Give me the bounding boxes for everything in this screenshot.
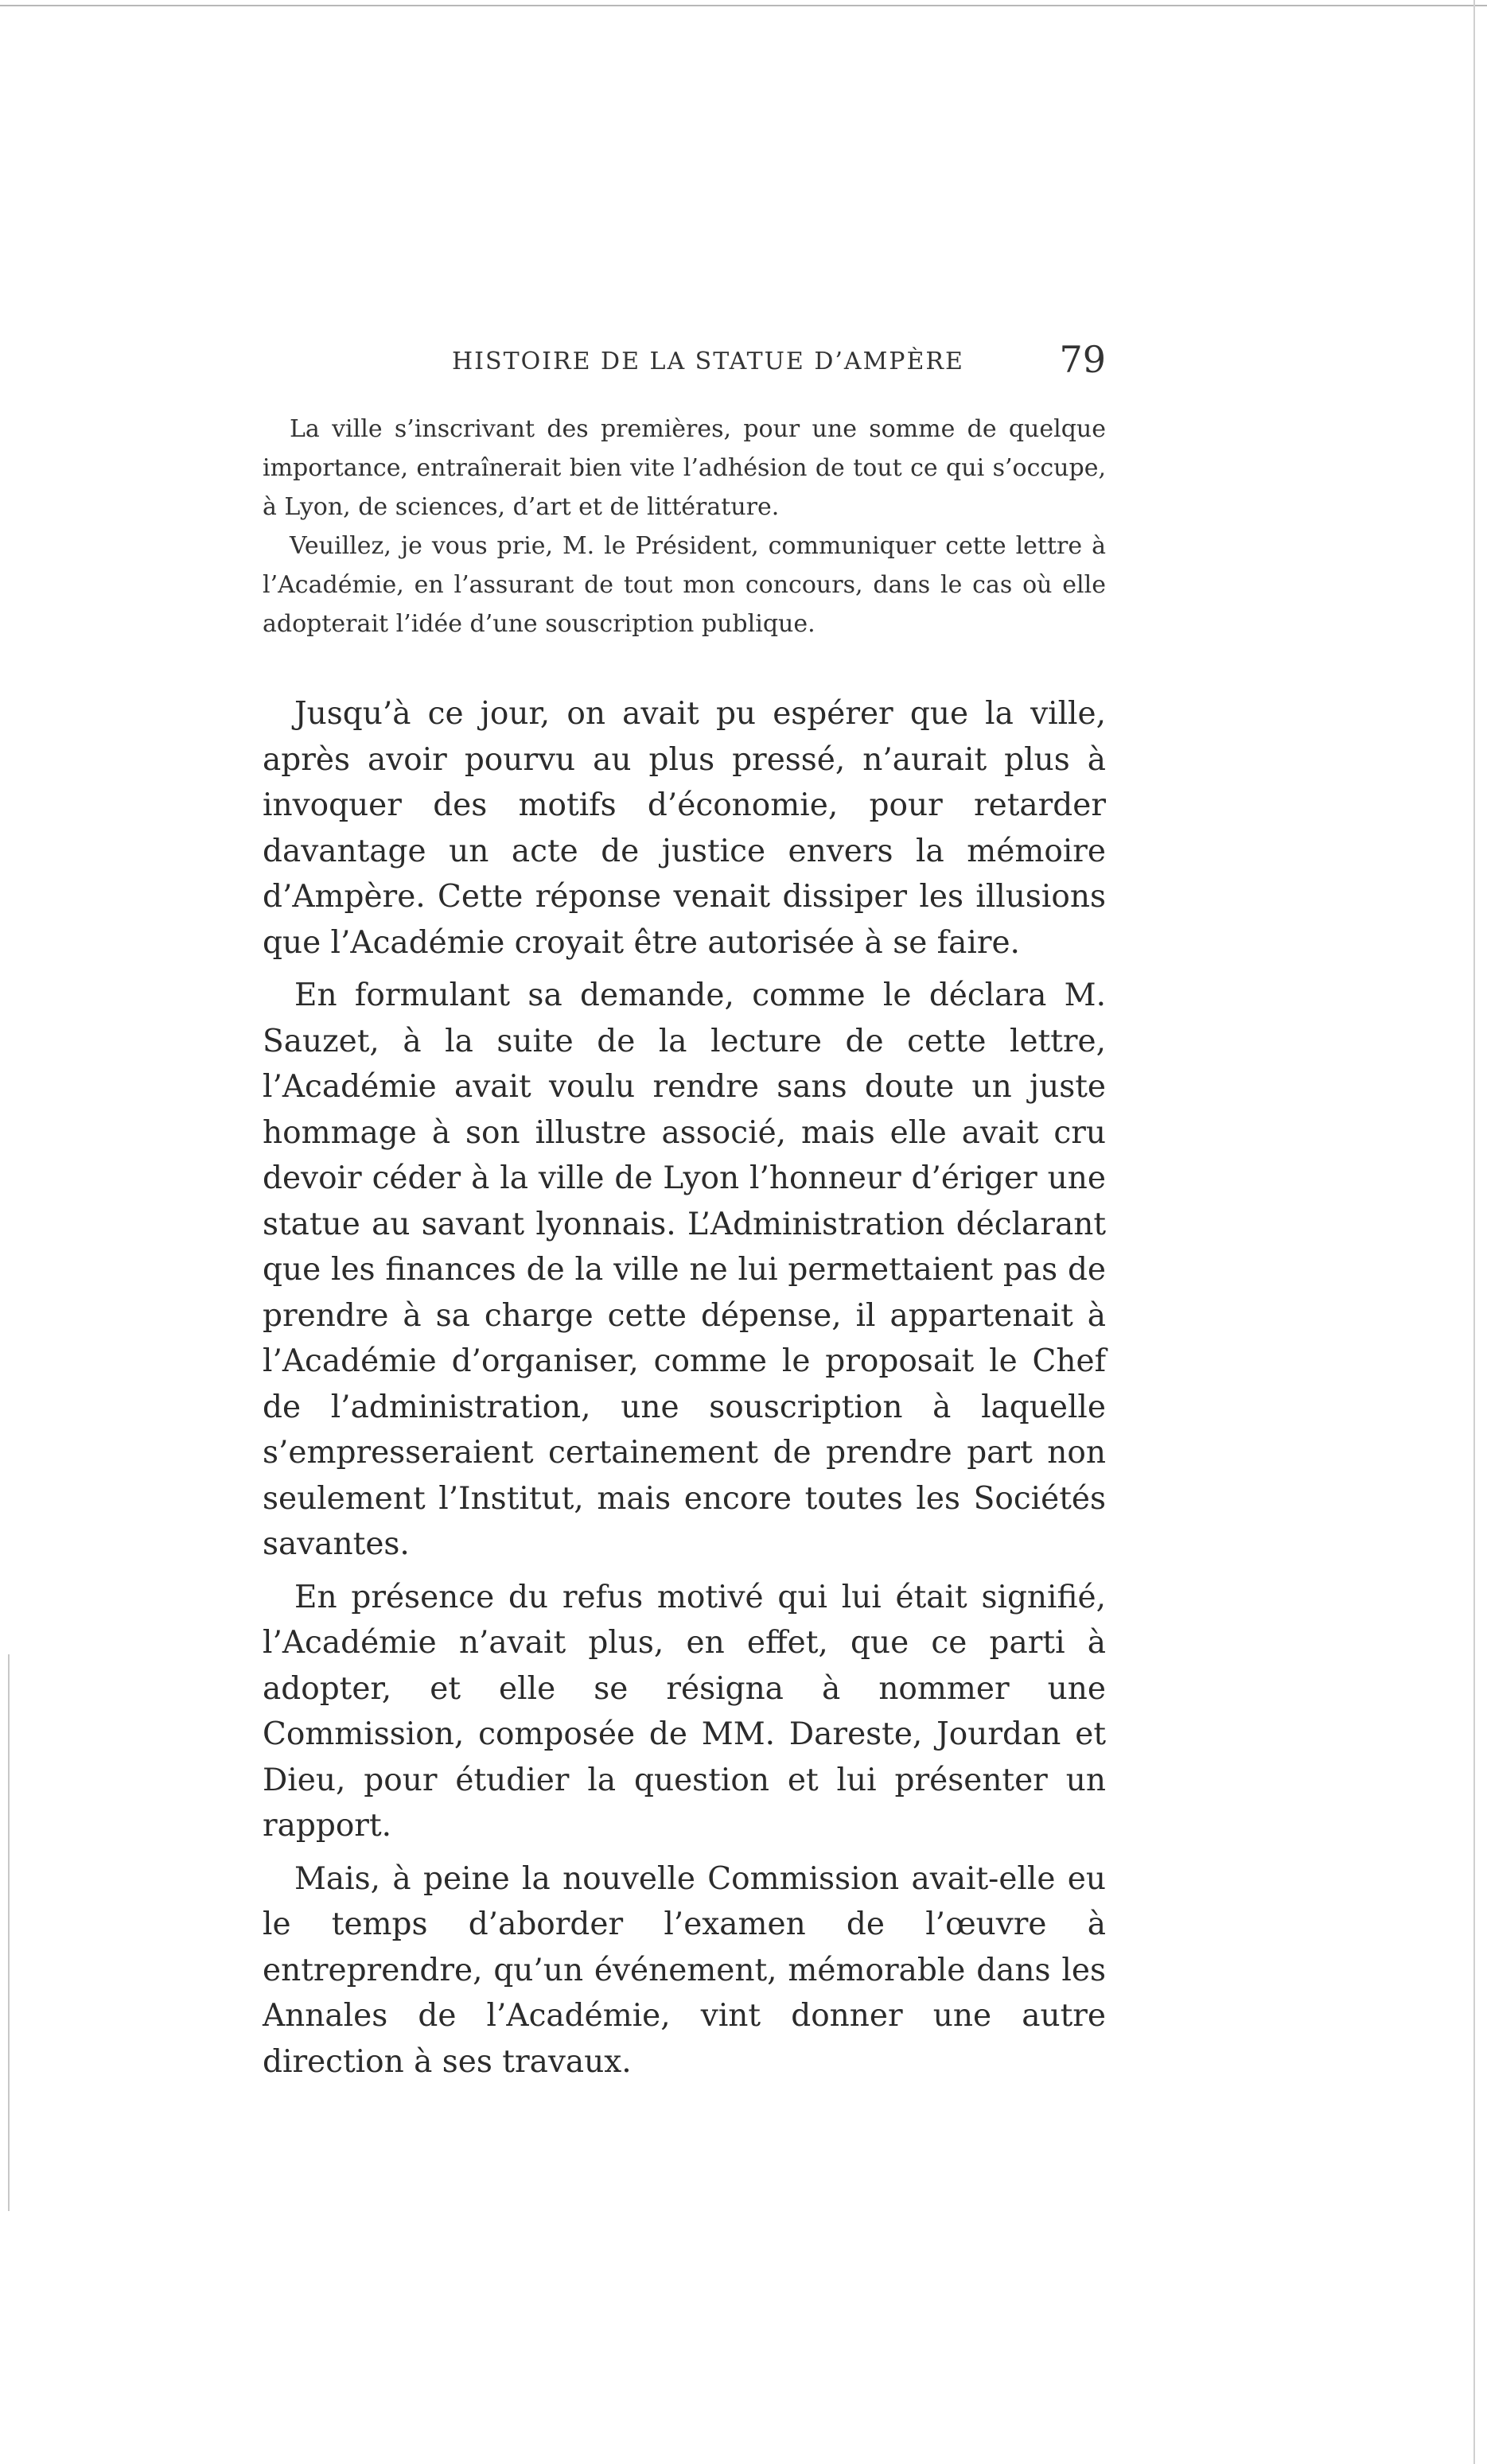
quoted-paragraph: La ville s’inscrivant des premières, pour une somme de quelque importance, entraînerait bien vite l’adhésion de tout ce qui s’occupe, à Lyon, de sciences, d’art et de littérature.	[263, 415, 1106, 521]
page-number: 79	[1059, 338, 1106, 381]
quoted-paragraph: Veuillez, je vous prie, M. le Président, communiquer cette lettre à l’Académie, en l’assurant de tout mon concours, dans le cas où elle adopterait l’idée d’une souscription publique.	[263, 532, 1106, 638]
body-paragraph: Mais, à peine la nouvelle Commission avait-elle eu le temps d’aborder l’examen de l’œuvre à entreprendre, qu’un événement, mémorable dans les Annales de l’Académie, vint donner une autre direction à ses travaux.	[263, 1860, 1106, 2080]
body-paragraph: Jusqu’à ce jour, on avait pu espérer que la ville, après avoir pourvu au plus pressé, n’aurait plus à invoquer des motifs d’économie, pour retarder davantage un acte de justice envers la mémoire d’Ampère. Cette réponse venait dissiper les illusions que l’Académie croyait être autorisée à se faire.	[263, 696, 1106, 961]
body-paragraph: En formulant sa demande, comme le déclara M. Sauzet, à la suite de la lecture de cette lettre, l’Académie avait voulu rendre sans doute un juste hommage à son illustre associé, mais elle avait cru devoir céder à la ville de Lyon l’honneur d’ériger une statue au savant lyonnais. L’Administration déclarant que les finances de la ville ne lui permettaient pas de prendre à sa charge cette dépense, il appartenait à l’Académie d’organiser, comme le proposait le Chef de l’administration, une souscription à laquelle s’empresseraient certainement de prendre part non seulement l’Institut, mais encore toutes les Sociétés savantes.	[263, 977, 1106, 1562]
book-page	[263, 338, 1106, 2092]
body-paragraph: En présence du refus motivé qui lui était signifié, l’Académie n’avait plus, en effet, que ce parti à adopter, et elle se résigna à nommer une Commission, composée de MM. Dareste, Jourdan et Dieu, pour étudier la question et lui présenter un rapport.	[263, 1579, 1106, 1844]
scan-edge-top	[0, 5, 1487, 6]
running-header	[263, 338, 1106, 402]
running-title: HISTOIRE DE LA STATUE D’AMPÈRE	[452, 348, 964, 375]
scan-edge-left	[8, 1654, 10, 2211]
body-text	[263, 691, 1106, 2085]
quoted-letter	[263, 410, 1106, 643]
scan-edge-right	[1473, 0, 1475, 2464]
